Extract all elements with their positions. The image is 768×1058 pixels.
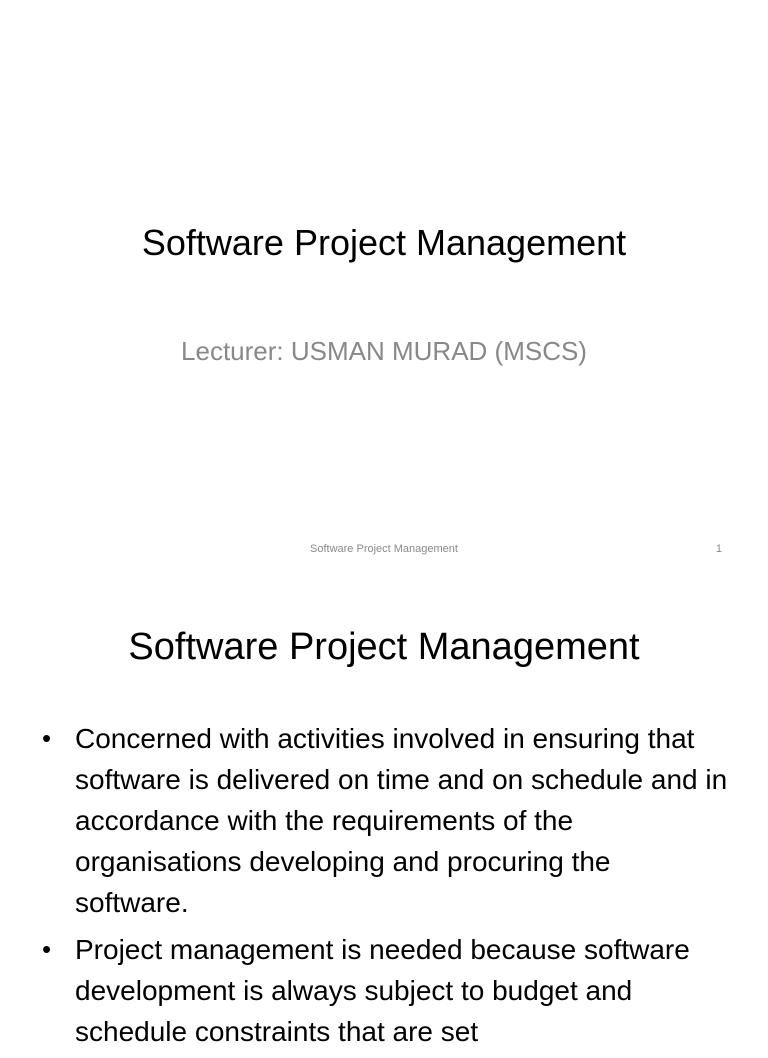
slide-title: Software Project Management xyxy=(141,222,627,263)
page-number: 1 xyxy=(715,543,722,555)
slide-title: Software Project Management xyxy=(128,626,640,668)
bullet-text: Project management is needed because software development is always subject to budget and schedule constraints that are set xyxy=(75,934,690,1047)
slide-subtitle: Lecturer: USMAN MURAD (MSCS) xyxy=(181,336,587,366)
bullet-icon: • xyxy=(42,723,52,753)
slide-2 xyxy=(0,576,768,1047)
slide-footer: Software Project Management xyxy=(310,543,458,555)
bullet-item xyxy=(0,718,768,923)
bullet-list xyxy=(0,718,768,1058)
bullet-text: Concerned with activities involved in ensuring that software is delivered on time and on schedule and in accordance with the requirements of the organisations developing and procuring the software. xyxy=(75,723,728,918)
bullet-item xyxy=(0,929,768,1052)
bullet-icon: • xyxy=(42,934,52,964)
